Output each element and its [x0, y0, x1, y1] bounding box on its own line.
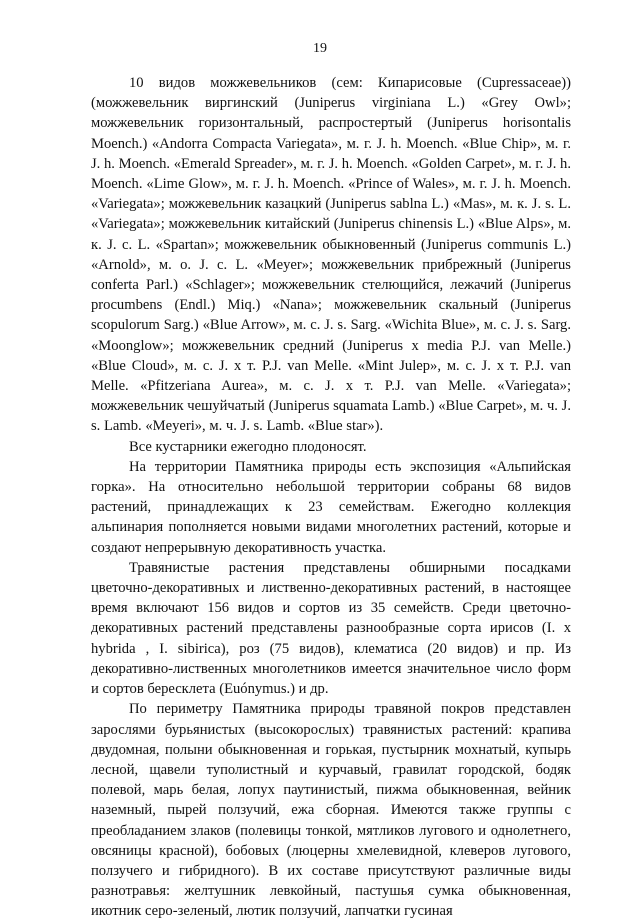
- paragraph-herbaceous-plants: Травянистые растения представлены обширными посадками цветочно-декоративных и лиственно-декоративных растений, в настоящее время включают 156 видов и сортов из 35 семейств. Среди цветочно-декоративных растений представлены разнообразные сорта ирисов (I. x hybrida , I. sibirica), роз (75 видов), клематиса (20 видов) и пр. Из декоративно-лиственных многолетников имеется значительное число форм и сортов бересклета (Euónymus.) и др.: [91, 559, 571, 698]
- page-number: 19: [313, 41, 327, 56]
- paragraph-perimeter-vegetation: По периметру Памятника природы травяной покров представлен зарослями бурьянистых (высокорослых) травянистых растений: крапива двудомная, полыни обыкновенная и горькая, пустырник мохнатый, купырь лесной, щавели туполистный и курчавый, гравилат городской, бодяк полевой, марь белая, лопух паутинистый, пижма обыкновенная, вейник наземный, пырей ползучий, ежа сборная. Имеются также группы с преобладанием злаков (полевицы тонкой, мятликов лугового и однолетнего, овсяницы красной), бобовых (люцерны хмелевидной, клеверов лугового, ползучего и гибридного). В их составе присутствуют различные виды разнотравья: желтушник левкойный, пастушья сумка обыкновенная, икотник серо-зеленый, лютик ползучий, лапчатки гусиная: [91, 701, 571, 920]
- body-text: [91, 73, 571, 922]
- paragraph-alpine-garden: На территории Памятника природы есть экспозиция «Альпийская горка». На относительно небольшой территории собраны 68 видов растений, принадлежащих к 23 семействам. Ежегодно коллекция альпинария пополняется новыми видами многолетних растений, которые и создают непрерывную декоративность участка.: [91, 458, 571, 556]
- paragraph-shrubs-fruiting: Все кустарники ежегодно плодоносят.: [129, 438, 367, 455]
- paragraph-juniper-species: 10 видов можжевельников (сем: Кипарисовые (Cupressaceae)) (можжевельник виргинский (Juniperus virginiana L.) «Grey Owl»; можжевельник горизонтальный, распростертый (Juniperus horisontalis Moench.) «Andorra Compacta Variegata», м. г. J. h. Moench. «Blue Chip», м. г. J. h. Moench. «Emerald Spreader», м. г. J. h. Moench. «Golden Carpet», м. г. J. h. Moench. «Lime Glow», м. г. J. h. Moench. «Prince of Wales», м. г. J. h. Moench. «Variegata»; можжевельник казацкий (Juniperus sablna L.) «Mas», м. к. J. s. L. «Variegata»; можжевельник китайский (Juniperus chinensis L.) «Blue Alps», м. к. J. c. L. «Spartan»; можжевельник обыкновенный (Juniperus communis L.) «Arnold», м. о. J. c. L. «Meyer»; можжевельник прибрежный (Juniperus conferta Parl.) «Schlager»; можжевельник стелющийся, лежачий (Juniperus procumbens (Endl.) Miq.) «Nana»; можжевельник скальный (Juniperus scopulorum Sarg.) «Blue Arrow», м. с. J. s. Sarg. «Wichita Blue», м. с. J. s. Sarg. «Moonglow»; можжевельник средний (Juniperus x media P.J. van Melle.) «Blue Cloud», м. с. J. x т. P.J. van Melle. «Mint Julep», м. с. J. x т. P.J. van Melle. «Pfitzeriana Aurea», м. с. J. x т. P.J. van Melle. «Variegata»; можжевельник чешуйчатый (Juniperus squamata Lamb.) «Blue Carpet», м. ч. J. s. Lamb. «Meyeri», м. ч. J. s. Lamb. «Blue star»).: [91, 75, 571, 435]
